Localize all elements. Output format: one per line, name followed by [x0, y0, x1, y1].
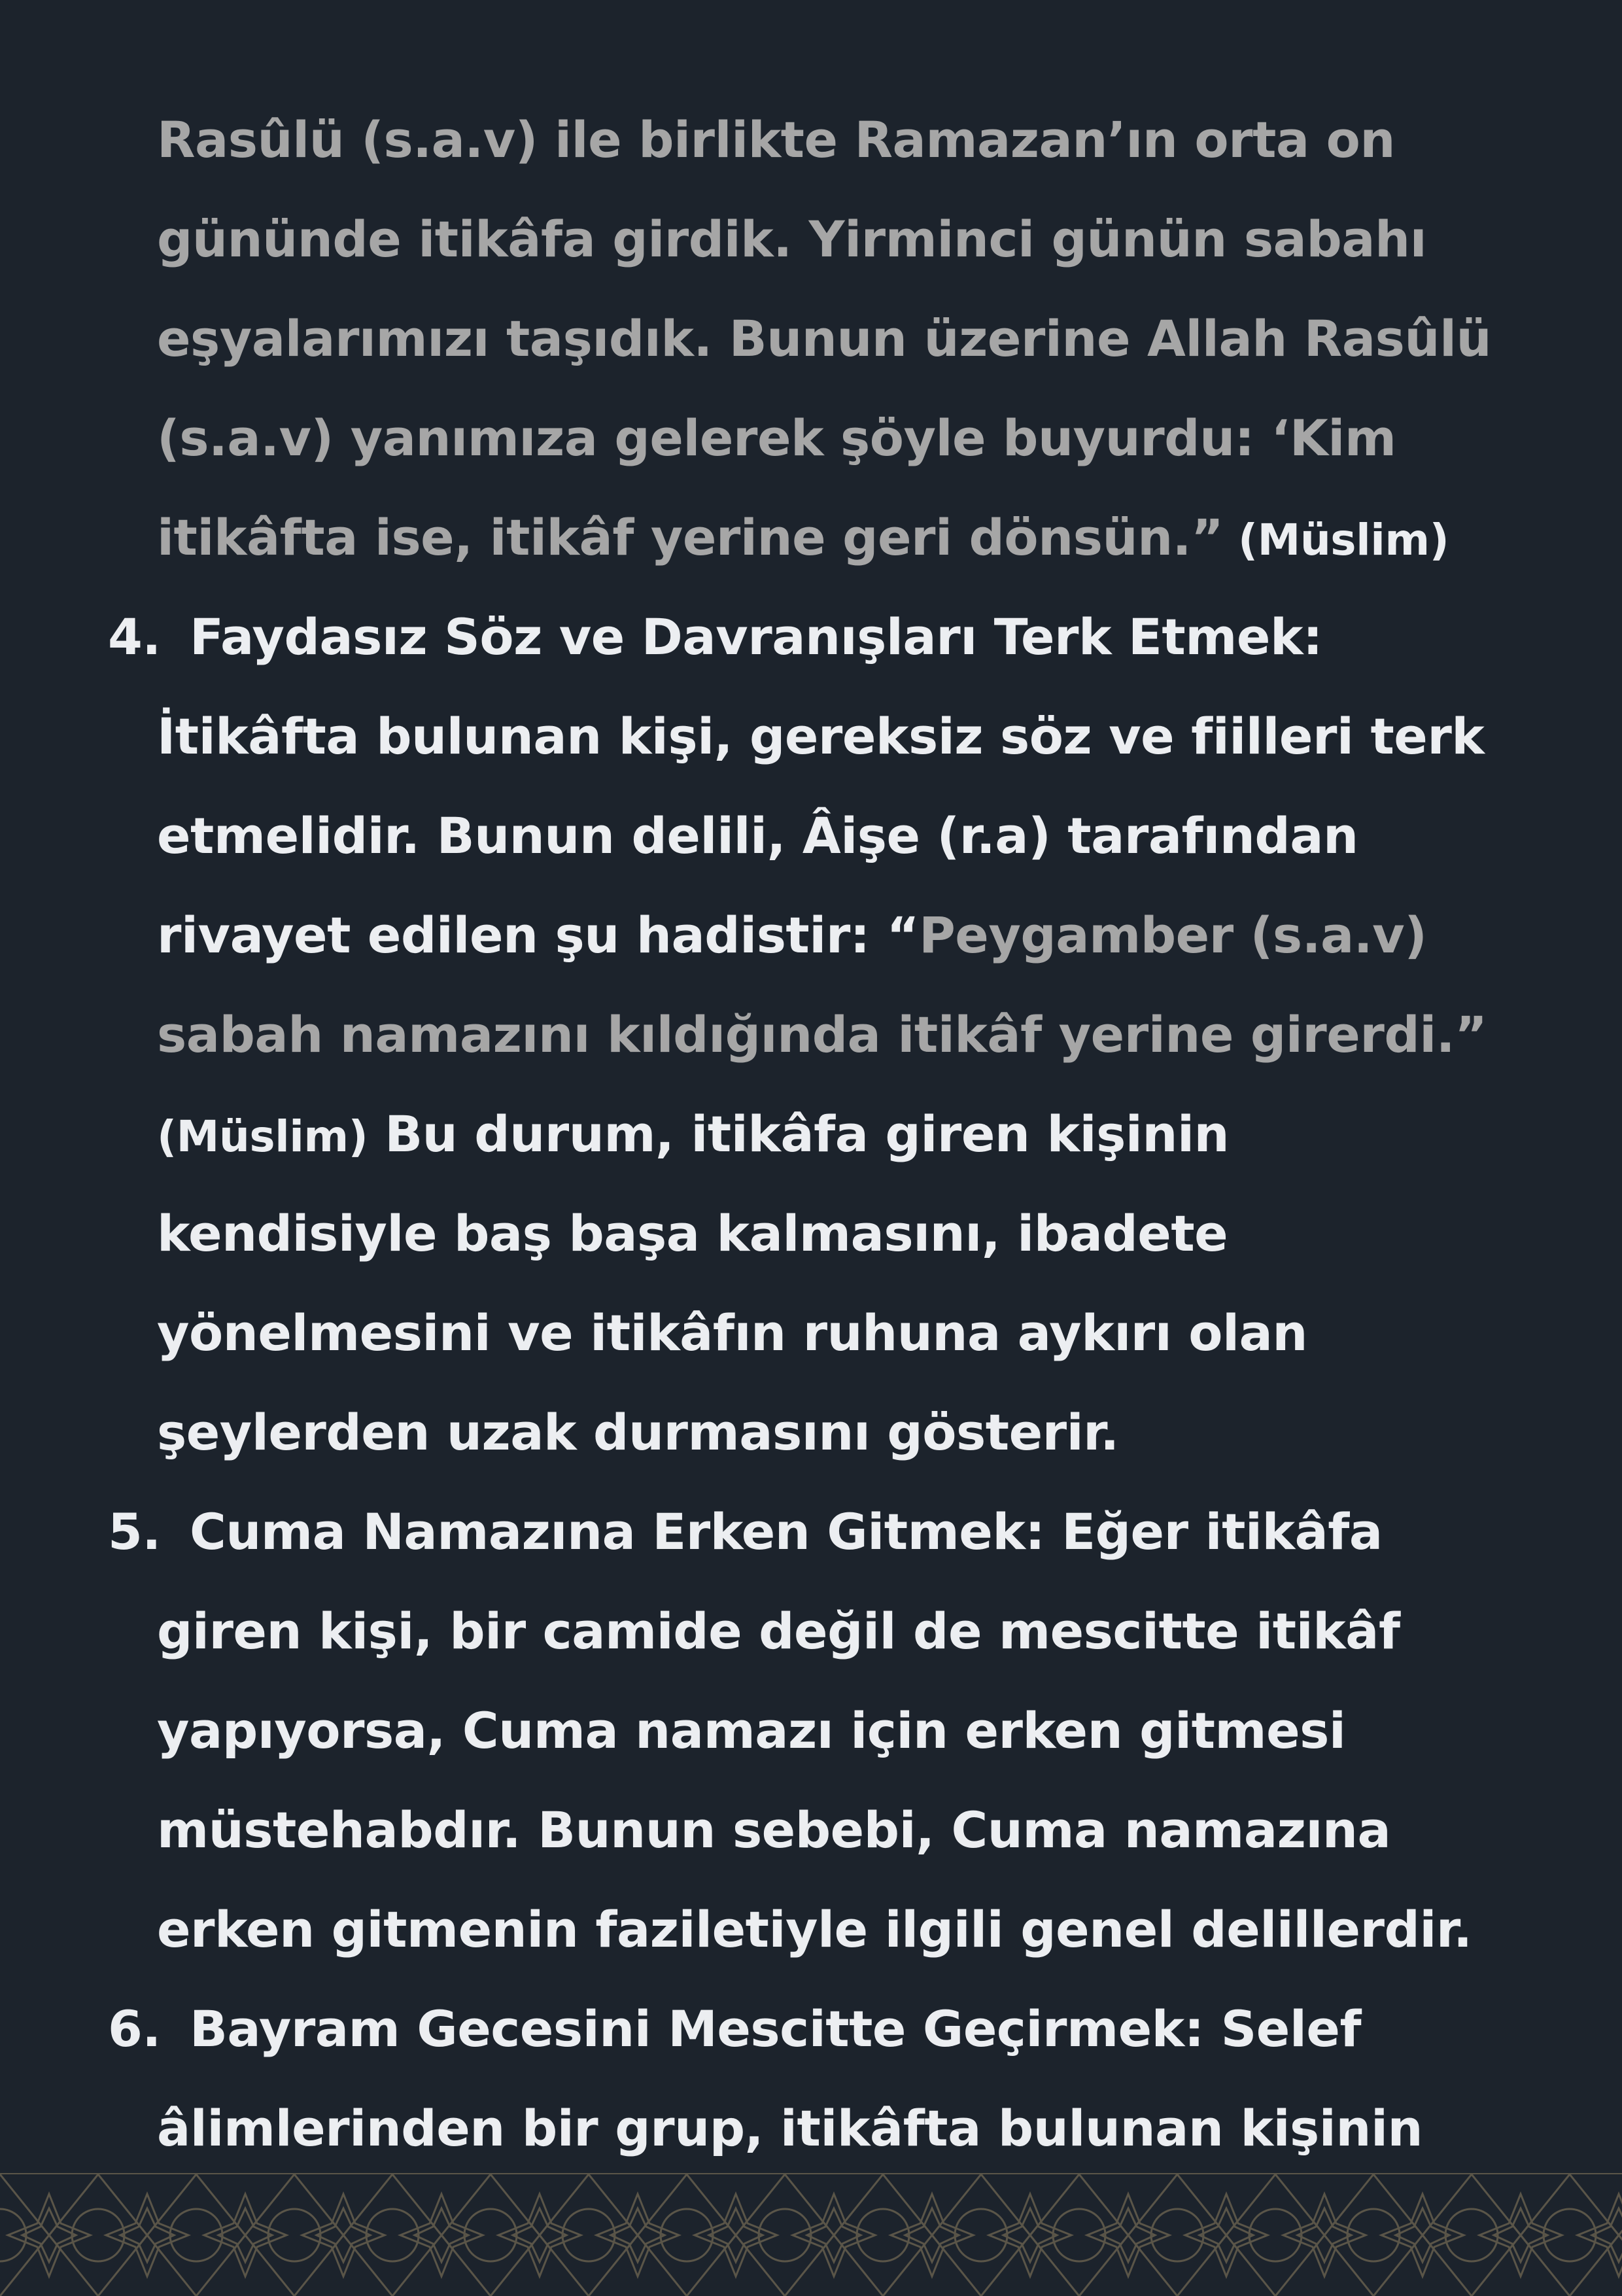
text-line	[108, 1482, 1383, 1582]
text-line	[157, 488, 1449, 587]
text-line	[157, 886, 1426, 985]
list-number: 6.	[108, 2000, 161, 2058]
text-line	[157, 1383, 1119, 1482]
hadith-quote: Rasûlü (s.a.v) ile birlikte Ramazan’ın orta on	[157, 111, 1395, 169]
text-line	[157, 190, 1426, 289]
hadith-quote: sabah namazını kıldığında itikâf yerine girerdi.”	[157, 1005, 1487, 1064]
hadith-quote: Peygamber (s.a.v)	[919, 906, 1427, 964]
text-line	[157, 1283, 1307, 1383]
text-run: yönelmesini ve itikâfın ruhuna aykırı olan	[157, 1304, 1307, 1362]
text-run: müstehabdır. Bunun sebebi, Cuma namazına	[157, 1801, 1391, 1859]
text-run: Cuma Namazına Erken Gitmek: Eğer itikâfa	[190, 1503, 1383, 1561]
text-line	[157, 1582, 1400, 1681]
ornamental-footer-band	[0, 2173, 1622, 2296]
text-run: kendisiyle baş başa kalmasını, ibadete	[157, 1204, 1228, 1262]
hadith-quote: (s.a.v) yanımıza gelerek şöyle buyurdu: ‘Kim	[157, 409, 1396, 467]
text-run: İtikâfta bulunan kişi, gereksiz söz ve fiilleri terk	[157, 707, 1485, 765]
text-run: erken gitmenin faziletiyle ilgili genel delillerdir.	[157, 1900, 1472, 1958]
text-line	[157, 786, 1358, 886]
citation: (Müslim)	[1223, 515, 1449, 565]
text-line	[157, 985, 1487, 1085]
geometric-pattern-icon	[0, 2174, 1622, 2296]
text-run: yapıyorsa, Cuma namazı için erken gitmesi	[157, 1701, 1346, 1760]
text-line	[157, 1184, 1228, 1283]
text-line	[157, 1880, 1472, 1979]
hadith-quote: gününde itikâfa girdik. Yirminci günün sabahı	[157, 210, 1427, 268]
text-line	[157, 1681, 1345, 1781]
text-line	[157, 2079, 1423, 2178]
text-line	[157, 389, 1396, 488]
text-line	[157, 1085, 1229, 1184]
list-number: 5.	[108, 1503, 161, 1561]
hadith-quote: eşyalarımızı taşıdık. Bunun üzerine Allah Rasûlü	[157, 309, 1492, 368]
text-run: şeylerden uzak durmasını gösterir.	[157, 1403, 1119, 1461]
citation: (Müslim)	[157, 1111, 368, 1162]
text-line	[157, 1781, 1390, 1880]
text-run: âlimlerinden bir grup, itikâfta bulunan kişinin	[157, 2099, 1423, 2157]
text-line	[157, 90, 1395, 190]
text-run: rivayet edilen şu hadistir: “	[157, 906, 920, 964]
text-run: Bu durum, itikâfa giren kişinin	[368, 1105, 1230, 1163]
list-number: 4.	[108, 608, 161, 666]
text-run: giren kişi, bir camide değil de mescitte itikâf	[157, 1602, 1400, 1660]
text-line	[108, 587, 1322, 687]
text-line	[157, 687, 1484, 786]
text-run: etmelidir. Bunun delili, Âişe (r.a) tarafından	[157, 807, 1358, 865]
hadith-quote: itikâfta ise, itikâf yerine geri dönsün.”	[157, 508, 1224, 566]
text-line	[157, 289, 1491, 389]
text-run: Faydasız Söz ve Davranışları Terk Etmek:	[190, 608, 1322, 666]
text-line	[108, 1979, 1361, 2079]
text-run: Bayram Gecesini Mescitte Geçirmek: Selef	[190, 2000, 1362, 2058]
